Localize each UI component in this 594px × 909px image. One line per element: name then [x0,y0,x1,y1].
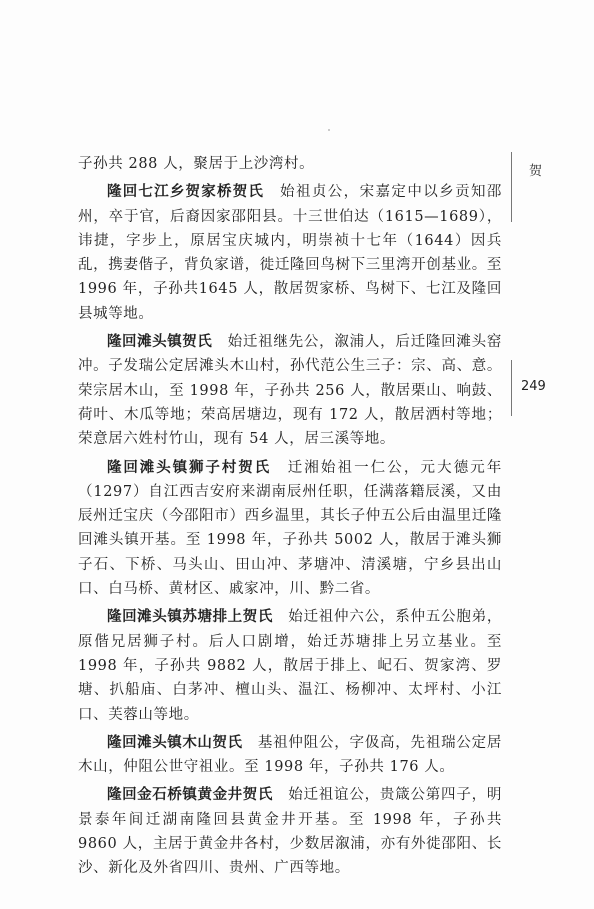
paragraph-body: 始迁祖仲六公，系仲五公胞弟，原偕兄居狮子村。后人口剧增，始迁苏塘排上另立基业。至 1998 年，子孙共 9882 人，散居于排上、屺石、贺家湾、罗塘、扒船庙、白茅冲、檀山头、温江、杨柳冲、太坪村、小江口、芙蓉山等地。 [78,609,502,723]
paragraph-body: 子孙共 288 人，聚居于上沙湾村。 [78,156,315,172]
paragraph-shizi-village [78,456,502,602]
paragraph-body: 迁湘始祖一仁公，元大德元年（1297）自江西吉安府来湖南辰州任职，任满落籍辰溪，又由辰州迁宝庆（今邵阳市）西乡温里，其长子仲五公后由温里迁隆回滩头镇开基。至 1998 年，子孙共 5002 人，散居于滩头狮子石、下桥、马头山、田山冲、茅塘冲、清溪塘，宁乡县出山口、白马桥、黄材区、戚家冲，川、黔二省。 [78,459,502,598]
margin-rule-bottom [511,360,512,416]
clan-heading: 隆回滩头镇贺氏 [107,334,213,351]
page-number: 249 [521,379,546,394]
paragraph-body: 始祖贞公，宋嘉定中以乡贡知邵州，卒于官，后裔因家邵阳县。十三世伯达（1615—1689），讳捷，字步上，原居宝庆城内，明崇祯十七年（1644）因兵乱，携妻偕子，背负家谱，徙迁隆回鸟树下三里湾开创基业。至 1996 年，子孙共1645 人，散居贺家桥、鸟树下、七江及隆回县城等地。 [78,184,502,322]
genealogy-text [78,152,502,885]
paragraph-body: 始迁祖继先公，溆浦人，后迁隆回滩头窑冲。子发瑞公定居滩头木山村，孙代范公生三子：宗、高、意。荣宗居木山，至 1998 年，子孙共 256 人，散居栗山、响鼓、荷叶、木瓜等地；荣高居塘边，现有 172 人，散居洒村等地；荣意居六姓村竹山，现有 54 人，居三溪等地。 [78,334,502,448]
paragraph-body: 基祖仲阻公，字伋高，先祖瑞公定居木山，仲阻公世守祖业。至 1998 年，子孙共 176 人。 [78,734,502,776]
paragraph-sutang-paishang [78,605,502,726]
scan-speck [328,129,330,131]
running-head: 贺 [529,164,543,179]
paragraph-huangjinjing [78,783,502,880]
paragraph-qijiang-hejiaqiao [78,180,502,326]
paragraph-continuation [78,152,502,176]
clan-heading: 隆回滩头镇苏塘排上贺氏 [107,609,273,626]
clan-heading: 隆回金石桥镇黄金井贺氏 [107,787,273,804]
clan-heading: 隆回滩头镇狮子村贺氏 [107,459,272,476]
paragraph-tantou-town [78,330,502,451]
clan-heading: 隆回七江乡贺家桥贺氏 [107,184,265,201]
paragraph-body: 始迁祖谊公，贵箴公第四子，明景泰年间迁湖南隆回县黄金井开基。至 1998 年，子孙共 9860 人，主居于黄金井各村，少数居溆浦，亦有外徙邵阳、长沙、新化及外省四川、贵州、广西等地。 [78,787,502,877]
margin-rule-top [511,152,512,222]
clan-heading: 隆回滩头镇木山贺氏 [107,734,243,751]
paragraph-mushan [78,731,502,780]
